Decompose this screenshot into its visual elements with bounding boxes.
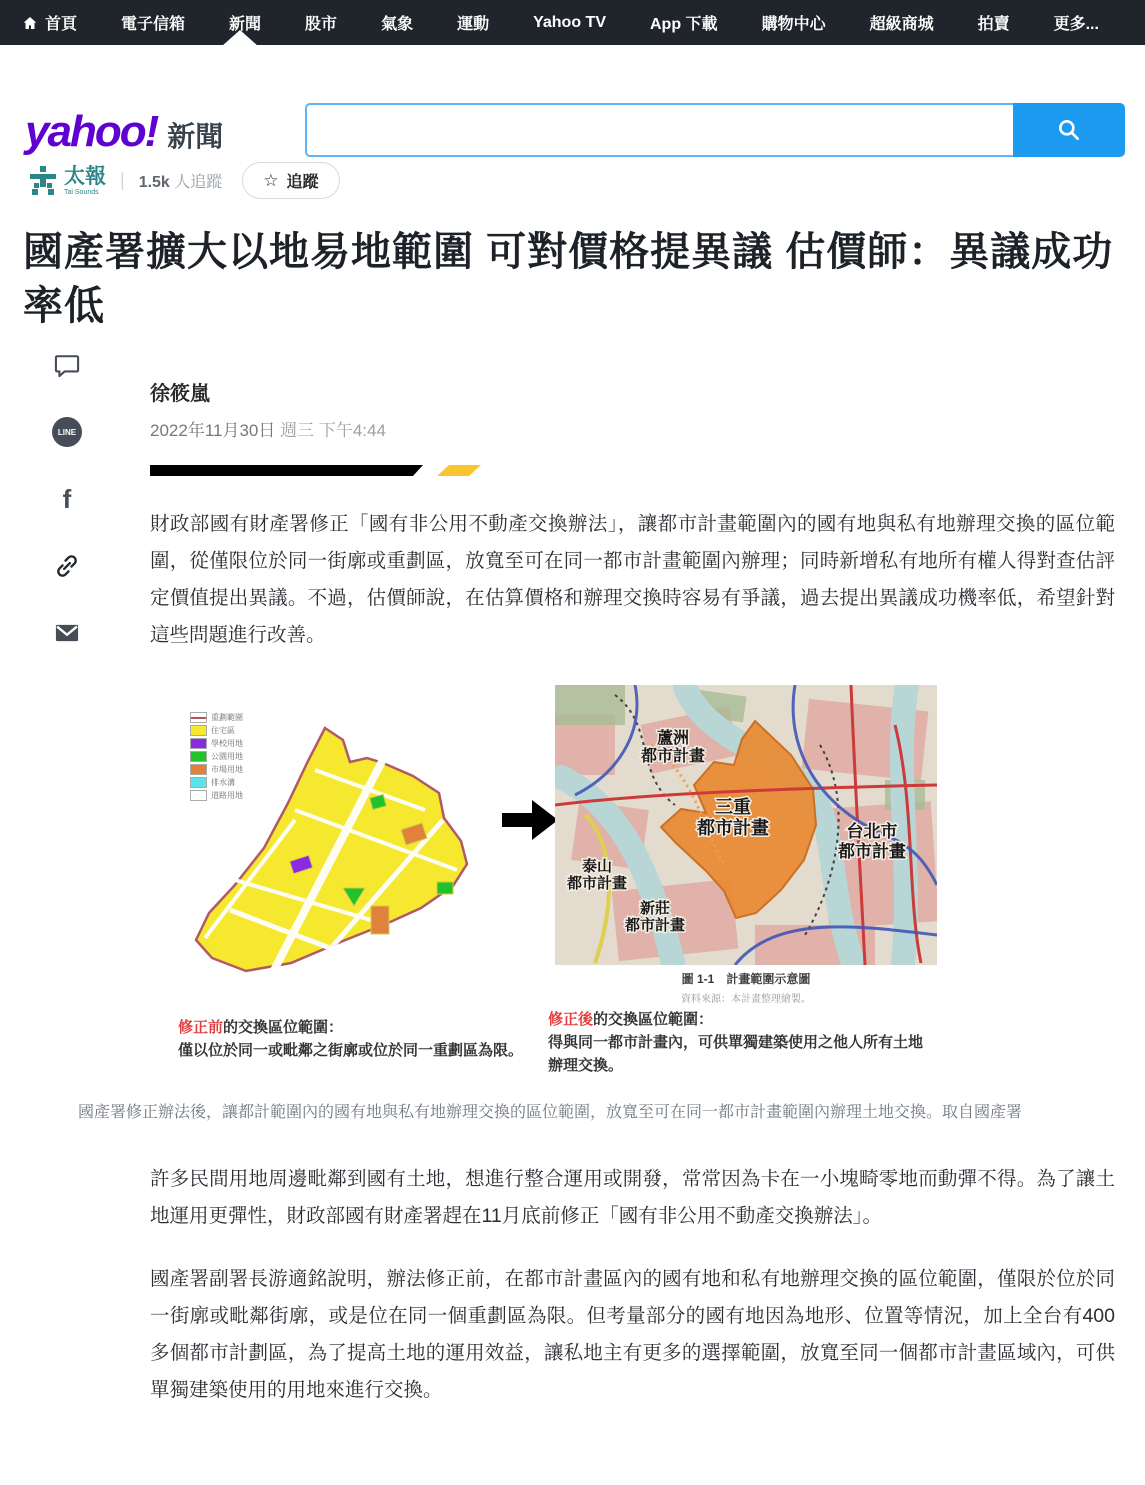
publish-date-time: 週三 下午4:44: [280, 421, 386, 440]
publish-date-day: 2022年11月30日: [150, 421, 276, 440]
legend-row: [190, 751, 243, 762]
nav-item-sports[interactable]: 運動: [457, 16, 490, 33]
search-input[interactable]: [305, 103, 1013, 157]
after-label: 修正後: [548, 1011, 594, 1028]
active-tab-pointer: [222, 30, 258, 46]
paragraph-2: 許多民間用地周邊毗鄰到國有土地，想進行整合運用或開發，常常因為卡在一小塊畸零地而動彈不得。為了讓土地運用更彈性，財政部國有財產署趕在11月底前修正「國有非公用不動產交換辦法」。: [150, 1168, 1115, 1227]
mail-icon: [53, 619, 81, 647]
comments-button[interactable]: [52, 350, 82, 380]
line-icon: [52, 417, 82, 447]
nav-item-more[interactable]: 更多...: [1053, 16, 1099, 33]
after-revision-caption: [548, 1008, 936, 1077]
label-luzhou-2: 都市計畫: [640, 748, 706, 765]
provider-name: 太報: [64, 164, 106, 188]
before-revision-caption: [178, 1016, 538, 1062]
legend-swatch-boundary: [190, 712, 207, 723]
before-label-rest: 的交換區位範圍：: [223, 1019, 344, 1036]
label-xinzhuang-2: 都市計畫: [624, 917, 686, 934]
paragraph-3: 國產署副署長游適銘說明，辦法修正前，在都市計畫區內的國有地和私有地辦理交換的區位範圍，僅限於位於同一街廓或毗鄰街廓，或是位在同一個重劃區為限。但考量部分的國有地因為地形、位置等情況，加上全台有400多個都市計劃區，為了提高土地的運用效益，讓私地主有更多的選擇範圍，放寬至同一個都市計畫區域內，可供單獨建築使用的用地來進行交換。: [150, 1268, 1115, 1401]
before-body: 僅以位於同一或毗鄰之街廓或位於同一重劃區為限。: [178, 1042, 524, 1059]
copy-link-button[interactable]: [52, 551, 82, 581]
yahoo-logo-text: yahoo!: [25, 107, 158, 156]
figure-caption-block: [555, 970, 937, 1005]
author-name[interactable]: 徐筱嵐: [150, 383, 210, 405]
map-legend: [188, 710, 245, 803]
search-icon: [1056, 117, 1082, 143]
page-header: [0, 45, 1145, 156]
legend-label: 市場用地: [211, 765, 243, 774]
label-taishan: 泰山: [581, 858, 613, 875]
social-share-rail: [52, 350, 82, 648]
nav-item-auction[interactable]: 拍賣: [977, 16, 1010, 33]
legend-label: 排水溝: [211, 778, 235, 787]
home-icon: [22, 15, 38, 31]
search-button[interactable]: [1013, 103, 1125, 157]
legend-label: 公園用地: [211, 752, 243, 761]
top-navigation: [0, 0, 1145, 45]
facebook-icon: f: [62, 484, 72, 514]
legend-swatch-market: [190, 764, 207, 775]
brand-divider: [150, 465, 490, 476]
legend-swatch-school: [190, 738, 207, 749]
follower-count-suffix: 人追蹤: [174, 174, 223, 191]
legend-row: [190, 725, 243, 736]
article-title: 國產署擴大以地易地範圍 可對價格提異議 估價師：異議成功率低: [23, 230, 1114, 328]
divider-yellow-bar: [437, 465, 481, 476]
legend-row: [190, 790, 243, 801]
nav-item-home[interactable]: [22, 11, 77, 34]
legend-label: 學校用地: [211, 739, 243, 748]
nav-item-stocks[interactable]: 股市: [305, 16, 338, 33]
nav-item-yahoo-tv[interactable]: Yahoo TV: [533, 13, 606, 31]
source-divider: |: [120, 170, 125, 190]
source-row: [28, 162, 1145, 199]
label-taipei: 台北市: [846, 822, 898, 841]
nav-item-app-download[interactable]: App 下載: [650, 16, 718, 33]
nav-item-shopping[interactable]: 購物中心: [761, 16, 826, 33]
legend-row: [190, 738, 243, 749]
article-meta: [150, 377, 1145, 441]
after-map: [555, 685, 937, 965]
star-icon: ☆: [263, 170, 279, 190]
link-icon: [53, 552, 81, 580]
divider-black-bar: [150, 465, 423, 476]
label-luzhou: 蘆洲: [656, 730, 690, 747]
label-sanchong: 三重: [715, 797, 751, 817]
yahoo-news-logo[interactable]: [25, 107, 223, 157]
nav-item-mall[interactable]: 超級商城: [869, 16, 934, 33]
before-label: 修正前: [178, 1019, 224, 1036]
provider-link[interactable]: [28, 165, 106, 197]
nav-item-weather[interactable]: 氣象: [381, 16, 414, 33]
article-image[interactable]: [170, 682, 940, 1085]
follower-count-number: 1.5k: [138, 174, 170, 191]
follower-count: [139, 169, 223, 192]
image-caption: 國產署修正辦法後，讓都計範圍內的國有地與私有地辦理交換的區位範圍，放寬至可在同一都市計畫範圍內辦理土地交換。取自國產署: [78, 1104, 1023, 1121]
logo-section-label: 新聞: [167, 121, 224, 152]
legend-label: 重劃範圍: [211, 713, 243, 722]
taisounds-logo-icon: [28, 165, 58, 197]
publish-date: [150, 416, 1145, 441]
facebook-share-button[interactable]: [52, 484, 82, 514]
email-share-button[interactable]: [52, 618, 82, 648]
figure-source-label: 資料來源：本計畫整理繪製。: [681, 994, 811, 1005]
label-xinzhuang: 新莊: [639, 900, 671, 917]
legend-label: 道路用地: [211, 791, 243, 800]
nav-item-mail[interactable]: 電子信箱: [121, 16, 186, 33]
provider-name-block: [64, 166, 106, 196]
follow-button[interactable]: [242, 162, 339, 199]
line-icon-text: LINE: [57, 427, 77, 437]
legend-swatch-residential: [190, 725, 207, 736]
nav-item-label: 首頁: [45, 16, 78, 33]
legend-swatch-drainage: [190, 777, 207, 788]
after-body: 得與同一都市計畫內，可供單獨建築使用之他人所有土地辦理交換。: [548, 1034, 924, 1074]
line-share-button[interactable]: [52, 417, 82, 447]
legend-row: [190, 764, 243, 775]
paragraph-1: 財政部國有財產署修正「國有非公用不動產交換辦法」，讓都市計畫範圍內的國有地與私有地辦理交換的區位範圍，從僅限位於同一街廓或重劃區，放寬至可在同一都市計畫範圍內辦理；同時新增私有地所有權人得對查估評定價值提出異議。不過，估價師說，在估算價格和辦理交換時容易有爭議，過去提出異議成功機率低，希望針對這些問題進行改善。: [150, 513, 1115, 646]
follow-button-label: 追蹤: [286, 174, 319, 191]
legend-row: [190, 777, 243, 788]
search-bar: [305, 103, 1125, 157]
provider-name-en: Tai Sounds: [64, 188, 99, 196]
legend-swatch-road: [190, 790, 207, 801]
comment-icon: [53, 351, 81, 379]
label-taishan-2: 都市計畫: [566, 875, 628, 892]
label-sanchong-2: 都市計畫: [697, 818, 769, 838]
label-taipei-2: 都市計畫: [838, 842, 906, 861]
legend-label: 住宅區: [211, 726, 235, 735]
nav-item-news[interactable]: 新聞: [229, 16, 262, 33]
after-label-rest: 的交換區位範圍：: [593, 1011, 714, 1028]
legend-swatch-park: [190, 751, 207, 762]
figure-number-label: 圖 1-1 計畫範圍示意圖: [681, 972, 811, 986]
arrow-right-icon: [502, 800, 558, 840]
legend-row: [190, 712, 243, 723]
